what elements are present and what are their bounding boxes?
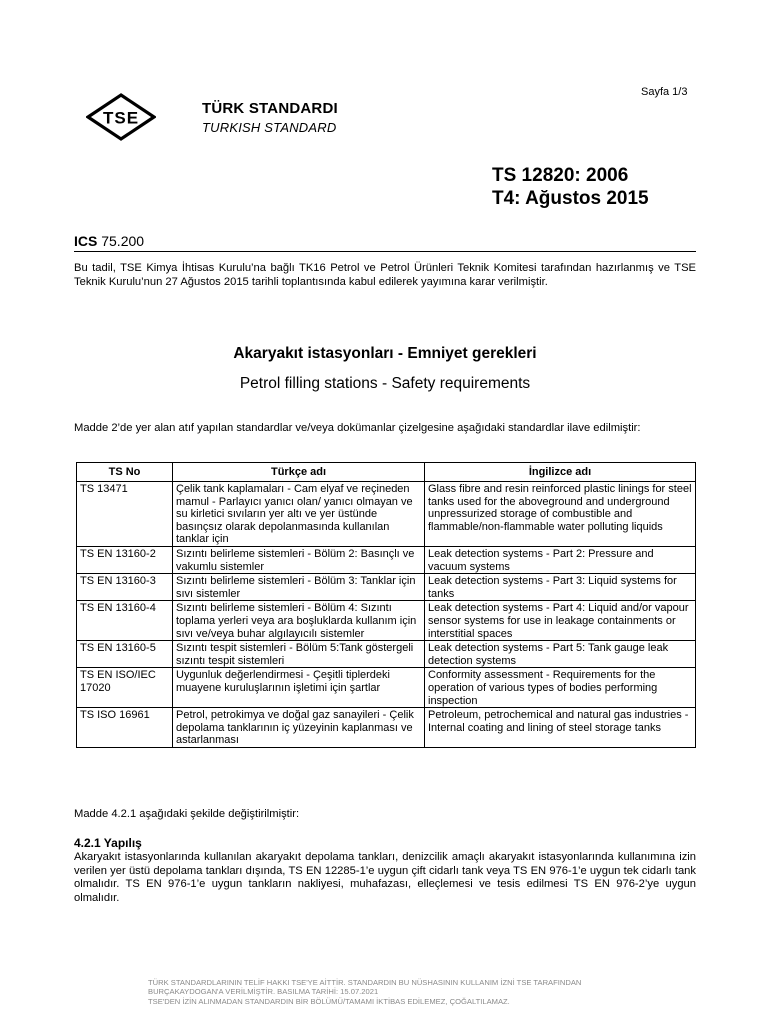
section-heading: 4.2.1 Yapılış bbox=[74, 836, 142, 850]
cell-ts-no: TS EN 13160-2 bbox=[77, 546, 173, 573]
table-row bbox=[77, 574, 696, 601]
brand-turkish: TÜRK STANDARDI bbox=[202, 100, 338, 117]
footer-line-1: TÜRK STANDARDLARININ TELİF HAKKI TSE'YE AİTTİR. STANDARDIN BU NÜSHASININ KULLANIM İZNİ TSE TARAFINDAN bbox=[148, 978, 582, 987]
footer-line-3: TSE'DEN İZİN ALINMADAN STANDARDIN BİR BÖLÜMÜ/TAMAMI İKTİBAS EDİLEMEZ, ÇOĞALTILAMAZ. bbox=[148, 996, 510, 1006]
cell-english-name: Petroleum, petrochemical and natural gas industries - Internal coating and lining of steel storage tanks bbox=[425, 708, 696, 748]
section-body: Akaryakıt istasyonlarında kullanılan akaryakıt depolama tankları, denizcilik amaçlı akaryakıt istasyonlarında kullanımına izin verilen yer üstü depolama tankları dışında, TS EN 12285-1’e uygun çift cidarlı tank veya TS EN 976-1’e uygun tek cidarlı tank olmalıdır. TS EN 976-1’e uygun tankların nakliyesi, muhafazası, elleçlemesi ve tesis edilmesi TS EN 976-2’ye uygun olmalıdır. bbox=[74, 851, 696, 904]
cell-ts-no: TS EN 13160-3 bbox=[77, 574, 173, 601]
standard-code: TS 12820: 2006 bbox=[492, 165, 629, 186]
col-header-ts-no: TS No bbox=[77, 463, 173, 482]
table-row bbox=[77, 708, 696, 748]
cell-english-name: Conformity assessment - Requirements for the operation of various types of bodies performing inspection bbox=[425, 668, 696, 708]
footer-line-2: BURÇAKAYDOGAN'A VERİLMİŞTİR. BASILMA TARİHİ: 15.07.2021 bbox=[148, 987, 379, 997]
cell-english-name: Leak detection systems - Part 4: Liquid and/or vapour sensor systems for use in leakage containments or interstitial spaces bbox=[425, 601, 696, 641]
ics-line bbox=[74, 233, 696, 252]
table-row bbox=[77, 641, 696, 668]
ics-value: 75.200 bbox=[101, 233, 145, 249]
cell-english-name: Leak detection systems - Part 5: Tank gauge leak detection systems bbox=[425, 641, 696, 668]
cell-ts-no: TS EN ISO/IEC 17020 bbox=[77, 668, 173, 708]
title-english: Petrol filling stations - Safety requirements bbox=[239, 375, 531, 392]
intro-paragraph: Bu tadil, TSE Kimya İhtisas Kurulu’na bağlı TK16 Petrol ve Petrol Ürünleri Teknik Komitesi tarafından hazırlanmış ve TSE Teknik Kurulu’nun 27 Ağustos 2015 tarihli toplantısında kabul edilerek yayımına karar verilmiştir. bbox=[74, 262, 696, 288]
cell-turkish-name: Petrol, petrokimya ve doğal gaz sanayileri - Çelik depolama tanklarının iç yüzeyinin kaplanması ve astarlanması bbox=[173, 708, 425, 748]
table-row bbox=[77, 601, 696, 641]
col-header-turkish-name: Türkçe adı bbox=[173, 463, 425, 482]
logo-text: TSE bbox=[102, 108, 140, 128]
col-header-english-name: İngilizce adı bbox=[425, 463, 696, 482]
tse-logo bbox=[86, 93, 156, 141]
brand-english: TURKISH STANDARD bbox=[202, 120, 337, 135]
cell-ts-no: TS EN 13160-4 bbox=[77, 601, 173, 641]
page-number: Sayfa 1/3 bbox=[641, 86, 688, 98]
cell-turkish-name: Çelik tank kaplamaları - Cam elyaf ve reçineden mamul - Parlayıcı yanıcı olan/ yanıcı olmayan ve su kirletici sıvıların yer altı ve yer üstünde basınçsız olarak depolanmasında kullanılan tanklar için bbox=[173, 482, 425, 547]
copyright-footer bbox=[148, 978, 668, 1006]
table-row bbox=[77, 668, 696, 708]
cell-turkish-name: Sızıntı belirleme sistemleri - Bölüm 4: Sızıntı toplama yerleri veya ara boşluklarda kullanım için sıvı ve/veya buhar algılayıcılı sistemler bbox=[173, 601, 425, 641]
amendment-date: T4: Ağustos 2015 bbox=[492, 188, 649, 209]
cell-english-name: Leak detection systems - Part 2: Pressure and vacuum systems bbox=[425, 546, 696, 573]
table-header-row bbox=[77, 463, 696, 482]
cell-english-name: Glass fibre and resin reinforced plastic linings for steel tanks used for the aboveground and underground unpressurized storage of combustible and flammable/non-flammable water polluting liquids bbox=[425, 482, 696, 547]
standard-code-block bbox=[492, 164, 649, 210]
cell-turkish-name: Sızıntı tespit sistemleri - Bölüm 5:Tank göstergeli sızıntı tespit sistemleri bbox=[173, 641, 425, 668]
cell-ts-no: TS ISO 16961 bbox=[77, 708, 173, 748]
cell-ts-no: TS EN 13160-5 bbox=[77, 641, 173, 668]
cell-turkish-name: Uygunluk değerlendirmesi - Çeşitli tiplerdeki muayene kuruluşlarının işletimi için şartlar bbox=[173, 668, 425, 708]
table-row bbox=[77, 482, 696, 547]
cell-turkish-name: Sızıntı belirleme sistemleri - Bölüm 2: Basınçlı ve vakumlu sistemler bbox=[173, 546, 425, 573]
reference-standards-table bbox=[76, 462, 696, 748]
cell-ts-no: TS 13471 bbox=[77, 482, 173, 547]
cell-turkish-name: Sızıntı belirleme sistemleri - Bölüm 3: Tanklar için sıvı sistemler bbox=[173, 574, 425, 601]
title-turkish: Akaryakıt istasyonları - Emniyet gerekleri bbox=[233, 345, 537, 362]
ics-label: ICS bbox=[74, 233, 98, 249]
cell-english-name: Leak detection systems - Part 3: Liquid systems for tanks bbox=[425, 574, 696, 601]
madde2-text: Madde 2’de yer alan atıf yapılan standardlar ve/veya dokümanlar çizelgesine aşağıdaki standardlar ilave edilmiştir: bbox=[74, 422, 641, 434]
table-row bbox=[77, 546, 696, 573]
madde421-text: Madde 4.2.1 aşağıdaki şekilde değiştirilmiştir: bbox=[74, 808, 300, 820]
